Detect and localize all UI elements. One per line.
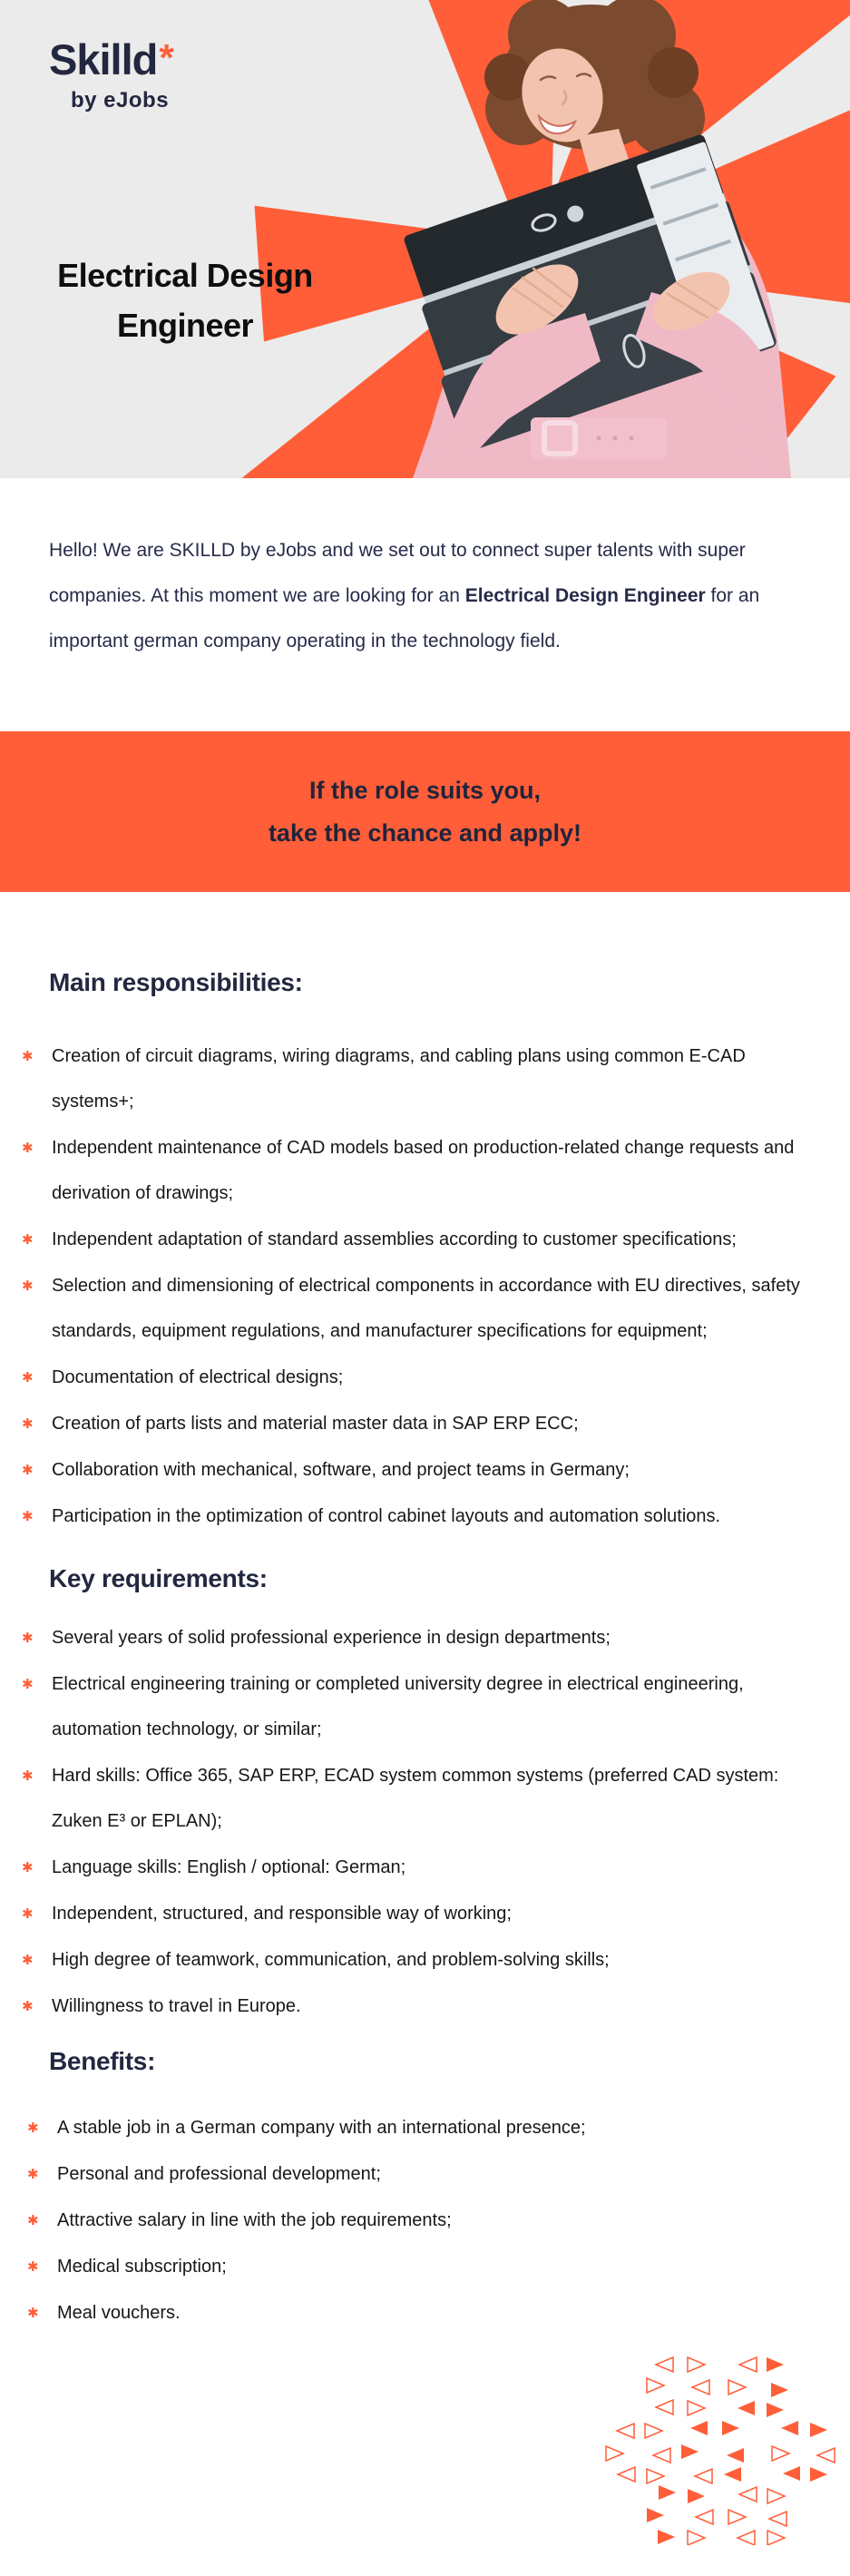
triangle-icon [767, 2531, 785, 2545]
triangle-icon [810, 2423, 827, 2437]
triangle-icon [724, 2467, 741, 2482]
triangle-icon [771, 2383, 788, 2397]
asterisk-bullet-icon: ✱ [22, 1370, 34, 1386]
asterisk-bullet-icon: ✱ [22, 1141, 34, 1156]
triangle-icon [606, 2446, 623, 2461]
list-item [22, 1263, 814, 1354]
triangle-icon [658, 2530, 675, 2544]
job-title [38, 250, 332, 350]
cta-banner [0, 731, 850, 892]
benefits-list [0, 2105, 850, 2336]
triangle-icon [688, 2401, 705, 2415]
triangle-icon [696, 2510, 713, 2524]
list-item-text: Collaboration with mechanical, software, and project teams in Germany; [52, 1460, 630, 1480]
triangle-icon [681, 2444, 699, 2459]
triangle-icon [728, 2510, 746, 2524]
triangle-icon [653, 2448, 670, 2463]
triangle-icon [739, 2487, 757, 2502]
asterisk-bullet-icon: ✱ [27, 2167, 39, 2182]
asterisk-bullet-icon: ✱ [22, 1278, 34, 1294]
list-item-text: A stable job in a German company with an international presence; [57, 2118, 586, 2138]
triangle-icon [688, 2489, 705, 2503]
list-item [22, 1845, 814, 1890]
section-benefits [0, 2043, 850, 2336]
list-item-text: Participation in the optimization of control cabinet layouts and automation solutions. [52, 1506, 721, 1526]
asterisk-bullet-icon: ✱ [27, 2259, 39, 2275]
asterisk-bullet-icon: ✱ [22, 1049, 34, 1064]
triangle-icon [783, 2466, 800, 2481]
asterisk-bullet-icon: ✱ [22, 1860, 34, 1876]
asterisk-bullet-icon: ✱ [27, 2306, 39, 2321]
responsibilities-list [0, 1033, 850, 1539]
triangle-icon [647, 2378, 664, 2393]
brand-name: Skilld [49, 35, 158, 83]
list-item [22, 1937, 814, 1983]
intro-paragraph [49, 528, 804, 664]
asterisk-bullet-icon: ✱ [27, 2121, 39, 2136]
list-item [22, 1401, 814, 1446]
triangle-icon [692, 2380, 709, 2395]
hero-section [0, 0, 850, 478]
section-main-responsibilities [0, 965, 850, 1539]
triangle-icon [781, 2421, 798, 2435]
triangle-icon [688, 2357, 705, 2372]
triangle-icon [767, 2489, 785, 2503]
list-item-text: Independent, structured, and responsible way of working; [52, 1904, 512, 1924]
section-heading: Key requirements: [49, 1564, 268, 1592]
triangle-icon [695, 2469, 712, 2483]
requirements-list [0, 1615, 850, 2029]
triangle-icon [810, 2467, 827, 2482]
list-item [27, 2198, 608, 2243]
section-heading: Main responsibilities: [49, 968, 303, 996]
list-item [22, 1983, 814, 2029]
list-item-text: Creation of circuit diagrams, wiring diagrams, and cabling plans using common E-CAD systems+; [52, 1046, 746, 1112]
triangle-icon [727, 2448, 744, 2463]
section-heading: Benefits: [49, 2047, 156, 2075]
asterisk-bullet-icon: ✱ [22, 1999, 34, 2014]
asterisk-bullet-icon: ✱ [22, 1953, 34, 1968]
asterisk-bullet-icon: ✱ [27, 2213, 39, 2228]
triangle-icon [645, 2424, 662, 2438]
cta-banner-line2: take the chance and apply! [268, 818, 582, 847]
list-item [22, 1494, 814, 1539]
list-item [27, 2151, 608, 2197]
list-item-text: Creation of parts lists and material master data in SAP ERP ECC; [52, 1414, 579, 1434]
section-key-requirements [0, 1561, 850, 2029]
list-item [22, 1447, 814, 1493]
triangle-icon [722, 2421, 739, 2435]
list-item [22, 1753, 814, 1844]
triangle-pattern-decoration [601, 2346, 835, 2545]
triangle-icon [617, 2424, 634, 2438]
list-item-text: Meal vouchers. [57, 2303, 181, 2323]
brand-logo [49, 35, 174, 113]
list-item [22, 1125, 814, 1216]
list-item-text: Selection and dimensioning of electrical components in accordance with EU directives, safety standards, equipment regulations, and manufacturer specifications for equipment; [52, 1276, 800, 1341]
list-item [22, 1033, 814, 1124]
triangle-icon [656, 2357, 673, 2372]
triangle-icon [618, 2467, 635, 2482]
job-title-line2: Engineer [116, 307, 254, 344]
list-item-text: Several years of solid professional experience in design departments; [52, 1628, 611, 1648]
triangle-icon [659, 2485, 676, 2500]
intro-text-post: for an important german company operating in the technology field. [49, 585, 760, 651]
list-item-text: Willingness to travel in Europe. [52, 1996, 301, 2016]
asterisk-bullet-icon: ✱ [22, 1677, 34, 1692]
triangle-icon [688, 2531, 705, 2545]
triangle-icon [690, 2421, 708, 2435]
list-item-text: Hard skills: Office 365, SAP ERP, ECAD system common systems (preferred CAD system: Zuken E³ or EPLAN); [52, 1766, 779, 1831]
list-item [27, 2105, 608, 2150]
triangle-icon [647, 2469, 664, 2483]
list-item [22, 1891, 814, 1936]
asterisk-bullet-icon: ✱ [22, 1906, 34, 1922]
cta-banner-line1: If the role suits you, [308, 776, 542, 804]
list-item-text: Independent adaptation of standard assemblies according to customer specifications; [52, 1229, 737, 1249]
job-title-line1: Electrical Design [57, 257, 313, 294]
intro-text-pre: Hello! We are SKILLD by eJobs and we set out to connect super talents with super companies. At this moment we are looking for an [49, 540, 746, 606]
triangle-icon [772, 2446, 789, 2461]
triangle-icon [738, 2531, 755, 2545]
triangle-icon [728, 2380, 746, 2395]
brand-asterisk-icon: * [159, 36, 174, 79]
asterisk-bullet-icon: ✱ [22, 1631, 34, 1646]
asterisk-bullet-icon: ✱ [22, 1416, 34, 1432]
list-item [27, 2290, 608, 2336]
list-item-text: Attractive salary in line with the job requirements; [57, 2210, 452, 2230]
list-item-text: Independent maintenance of CAD models based on production-related change requests and derivation of drawings; [52, 1138, 795, 1203]
list-item [27, 2244, 608, 2289]
brand-byline: by eJobs [71, 88, 170, 113]
triangle-icon [647, 2508, 664, 2522]
triangle-icon [767, 2403, 784, 2417]
list-item-text: Medical subscription; [57, 2257, 227, 2277]
triangle-icon [769, 2512, 786, 2526]
asterisk-bullet-icon: ✱ [22, 1509, 34, 1524]
triangle-icon [817, 2448, 835, 2463]
list-item-text: High degree of teamwork, communication, and problem-solving skills; [52, 1950, 610, 1970]
list-item-text: Electrical engineering training or completed university degree in electrical engineering, automation technology, or similar; [52, 1674, 744, 1739]
list-item-text: Personal and professional development; [57, 2164, 381, 2184]
triangle-icon [656, 2400, 673, 2414]
list-item [22, 1355, 814, 1400]
asterisk-bullet-icon: ✱ [22, 1463, 34, 1478]
triangle-icon [738, 2401, 755, 2415]
asterisk-bullet-icon: ✱ [22, 1232, 34, 1248]
triangle-icon [739, 2357, 757, 2372]
intro-text-bold: Electrical Design Engineer [464, 585, 706, 606]
list-item-text: Language skills: English / optional: German; [52, 1857, 406, 1877]
asterisk-bullet-icon: ✱ [22, 1768, 34, 1784]
list-item-text: Documentation of electrical designs; [52, 1367, 344, 1387]
list-item [22, 1615, 814, 1660]
list-item [22, 1217, 814, 1262]
list-item [22, 1661, 814, 1752]
triangle-icon [767, 2357, 784, 2372]
